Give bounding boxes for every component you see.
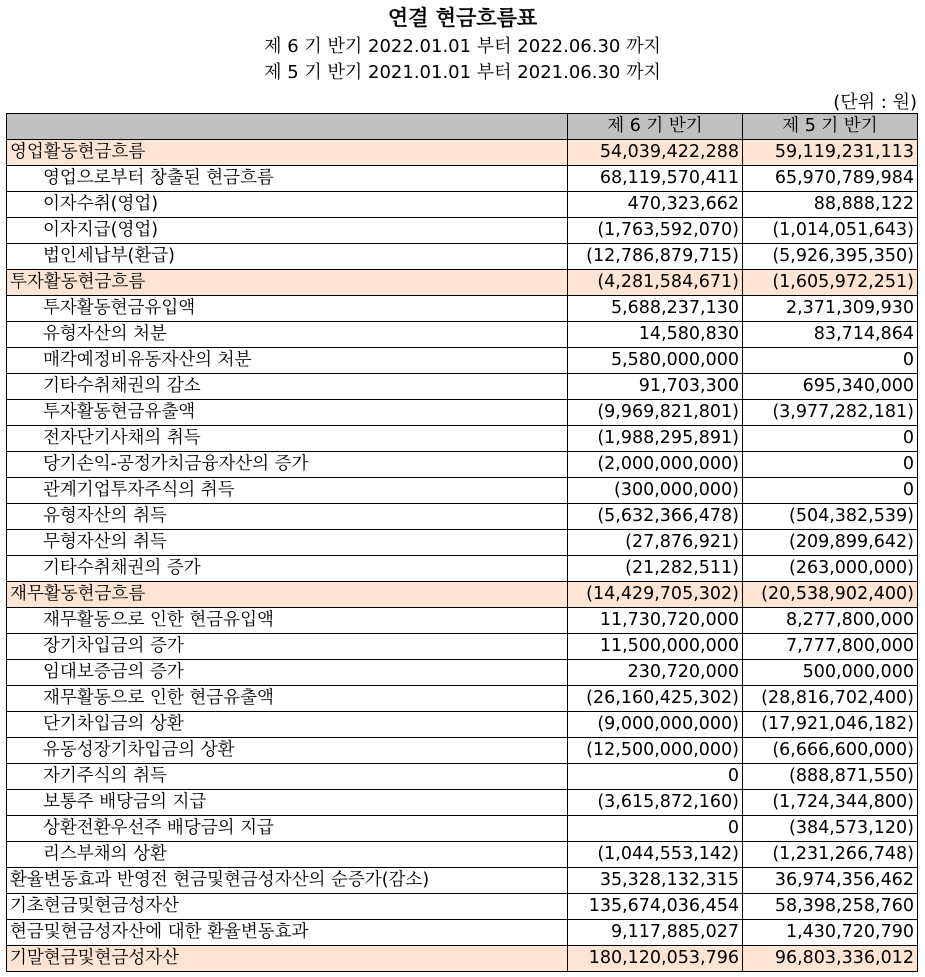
value-current: 11,730,720,000 xyxy=(568,608,743,634)
value-prior: 65,970,789,984 xyxy=(743,166,918,192)
period-prior: 제 5 기 반기 2021.01.01 부터 2021.06.30 까지 xyxy=(264,62,661,83)
table-row xyxy=(7,712,918,738)
row-label: 재무활동으로 인한 현금유출액 xyxy=(7,686,568,712)
row-label: 자기주식의 취득 xyxy=(7,764,568,790)
value-prior: (17,921,046,182) xyxy=(743,712,918,738)
table-row xyxy=(7,764,918,790)
value-prior: 8,277,800,000 xyxy=(743,608,918,634)
row-label: 투자활동현금유출액 xyxy=(7,400,568,426)
row-label: 매각예정비유동자산의 처분 xyxy=(7,348,568,374)
value-prior: (28,816,702,400) xyxy=(743,686,918,712)
table-row xyxy=(7,582,918,608)
value-prior: (384,573,120) xyxy=(743,816,918,842)
value-prior: 96,803,336,012 xyxy=(743,946,918,972)
row-label: 장기차입금의 증가 xyxy=(7,634,568,660)
value-current: (3,615,872,160) xyxy=(568,790,743,816)
value-prior: 2,371,309,930 xyxy=(743,296,918,322)
row-label: 기초현금및현금성자산 xyxy=(7,894,568,920)
row-label: 재무활동으로 인한 현금유입액 xyxy=(7,608,568,634)
value-current: 470,323,662 xyxy=(568,192,743,218)
table-row xyxy=(7,738,918,764)
period-current: 제 6 기 반기 2022.01.01 부터 2022.06.30 까지 xyxy=(264,36,661,57)
table-row xyxy=(7,868,918,894)
table-row xyxy=(7,426,918,452)
row-label: 이자수취(영업) xyxy=(7,192,568,218)
value-prior: 0 xyxy=(743,452,918,478)
value-prior: 500,000,000 xyxy=(743,660,918,686)
table-row xyxy=(7,920,918,946)
header-prior: 제 5 기 반기 xyxy=(743,114,918,140)
table-row xyxy=(7,218,918,244)
row-label: 당기손익-공정가치금융자산의 증가 xyxy=(7,452,568,478)
value-current: (300,000,000) xyxy=(568,478,743,504)
value-prior: 59,119,231,113 xyxy=(743,140,918,166)
row-label: 상환전환우선주 배당금의 지급 xyxy=(7,816,568,842)
row-label: 유형자산의 처분 xyxy=(7,322,568,348)
value-current: 5,688,237,130 xyxy=(568,296,743,322)
value-current: 68,119,570,411 xyxy=(568,166,743,192)
value-prior: (1,014,051,643) xyxy=(743,218,918,244)
table-row xyxy=(7,244,918,270)
table-row xyxy=(7,816,918,842)
value-current: 91,703,300 xyxy=(568,374,743,400)
value-current: (2,000,000,000) xyxy=(568,452,743,478)
value-prior: (6,666,600,000) xyxy=(743,738,918,764)
row-label: 환율변동효과 반영전 현금및현금성자산의 순증가(감소) xyxy=(7,868,568,894)
row-label: 전자단기사채의 취득 xyxy=(7,426,568,452)
row-label: 영업으로부터 창출된 현금흐름 xyxy=(7,166,568,192)
value-current: (12,786,879,715) xyxy=(568,244,743,270)
row-label: 법인세납부(환급) xyxy=(7,244,568,270)
value-prior: 58,398,258,760 xyxy=(743,894,918,920)
value-prior: 88,888,122 xyxy=(743,192,918,218)
value-prior: (888,871,550) xyxy=(743,764,918,790)
value-current: 9,117,885,027 xyxy=(568,920,743,946)
row-label: 재무활동현금흐름 xyxy=(7,582,568,608)
table-row xyxy=(7,894,918,920)
value-current: (9,969,821,801) xyxy=(568,400,743,426)
value-current: (4,281,584,671) xyxy=(568,270,743,296)
table-row xyxy=(7,660,918,686)
value-current: (12,500,000,000) xyxy=(568,738,743,764)
value-current: (1,763,592,070) xyxy=(568,218,743,244)
table-row xyxy=(7,400,918,426)
row-label: 유동성장기차입금의 상환 xyxy=(7,738,568,764)
row-label: 기타수취채권의 증가 xyxy=(7,556,568,582)
value-prior: 0 xyxy=(743,478,918,504)
row-label: 유형자산의 취득 xyxy=(7,504,568,530)
value-current: 0 xyxy=(568,764,743,790)
table-row xyxy=(7,530,918,556)
table-row xyxy=(7,270,918,296)
value-prior: 0 xyxy=(743,426,918,452)
value-current: (1,044,553,142) xyxy=(568,842,743,868)
table-row xyxy=(7,296,918,322)
value-current: (5,632,366,478) xyxy=(568,504,743,530)
value-prior: 7,777,800,000 xyxy=(743,634,918,660)
value-current: (1,988,295,891) xyxy=(568,426,743,452)
row-label: 임대보증금의 증가 xyxy=(7,660,568,686)
table-row xyxy=(7,504,918,530)
table-row xyxy=(7,322,918,348)
value-current: (27,876,921) xyxy=(568,530,743,556)
value-current: 180,120,053,796 xyxy=(568,946,743,972)
value-current: (14,429,705,302) xyxy=(568,582,743,608)
row-label: 투자활동현금흐름 xyxy=(7,270,568,296)
unit-label: (단위 : 원) xyxy=(833,92,917,113)
value-prior: (3,977,282,181) xyxy=(743,400,918,426)
table-row xyxy=(7,192,918,218)
row-label: 기타수취채권의 감소 xyxy=(7,374,568,400)
row-label: 현금및현금성자산에 대한 환율변동효과 xyxy=(7,920,568,946)
table-header xyxy=(7,114,918,140)
table-row xyxy=(7,478,918,504)
value-current: 230,720,000 xyxy=(568,660,743,686)
table-row xyxy=(7,790,918,816)
value-current: (21,282,511) xyxy=(568,556,743,582)
value-prior: (1,724,344,800) xyxy=(743,790,918,816)
value-prior: (1,605,972,251) xyxy=(743,270,918,296)
value-prior: (209,899,642) xyxy=(743,530,918,556)
table-row xyxy=(7,556,918,582)
value-current: 5,580,000,000 xyxy=(568,348,743,374)
value-current: (26,160,425,302) xyxy=(568,686,743,712)
table-row xyxy=(7,166,918,192)
value-current: 14,580,830 xyxy=(568,322,743,348)
value-prior: 0 xyxy=(743,348,918,374)
statement-title: 연결 현금흐름표 xyxy=(387,6,538,30)
value-current: 135,674,036,454 xyxy=(568,894,743,920)
value-prior: 1,430,720,790 xyxy=(743,920,918,946)
header-label xyxy=(7,114,568,140)
table-row xyxy=(7,686,918,712)
table-row xyxy=(7,842,918,868)
value-prior: 695,340,000 xyxy=(743,374,918,400)
row-label: 무형자산의 취득 xyxy=(7,530,568,556)
value-current: 11,500,000,000 xyxy=(568,634,743,660)
value-current: 54,039,422,288 xyxy=(568,140,743,166)
value-current: 0 xyxy=(568,816,743,842)
row-label: 관계기업투자주식의 취득 xyxy=(7,478,568,504)
row-label: 보통주 배당금의 지급 xyxy=(7,790,568,816)
value-prior: 36,974,356,462 xyxy=(743,868,918,894)
value-prior: (1,231,266,748) xyxy=(743,842,918,868)
table-row xyxy=(7,946,918,972)
table-row xyxy=(7,608,918,634)
table-row xyxy=(7,452,918,478)
value-prior: (20,538,902,400) xyxy=(743,582,918,608)
row-label: 영업활동현금흐름 xyxy=(7,140,568,166)
table-row xyxy=(7,348,918,374)
value-prior: (5,926,395,350) xyxy=(743,244,918,270)
cash-flow-table xyxy=(6,113,918,972)
value-prior: (504,382,539) xyxy=(743,504,918,530)
value-current: (9,000,000,000) xyxy=(568,712,743,738)
value-prior: 83,714,864 xyxy=(743,322,918,348)
header-current: 제 6 기 반기 xyxy=(568,114,743,140)
value-current: 35,328,132,315 xyxy=(568,868,743,894)
row-label: 리스부채의 상환 xyxy=(7,842,568,868)
table-row xyxy=(7,374,918,400)
row-label: 투자활동현금유입액 xyxy=(7,296,568,322)
row-label: 기말현금및현금성자산 xyxy=(7,946,568,972)
row-label: 이자지급(영업) xyxy=(7,218,568,244)
row-label: 단기차입금의 상환 xyxy=(7,712,568,738)
table-row xyxy=(7,634,918,660)
value-prior: (263,000,000) xyxy=(743,556,918,582)
table-row xyxy=(7,140,918,166)
